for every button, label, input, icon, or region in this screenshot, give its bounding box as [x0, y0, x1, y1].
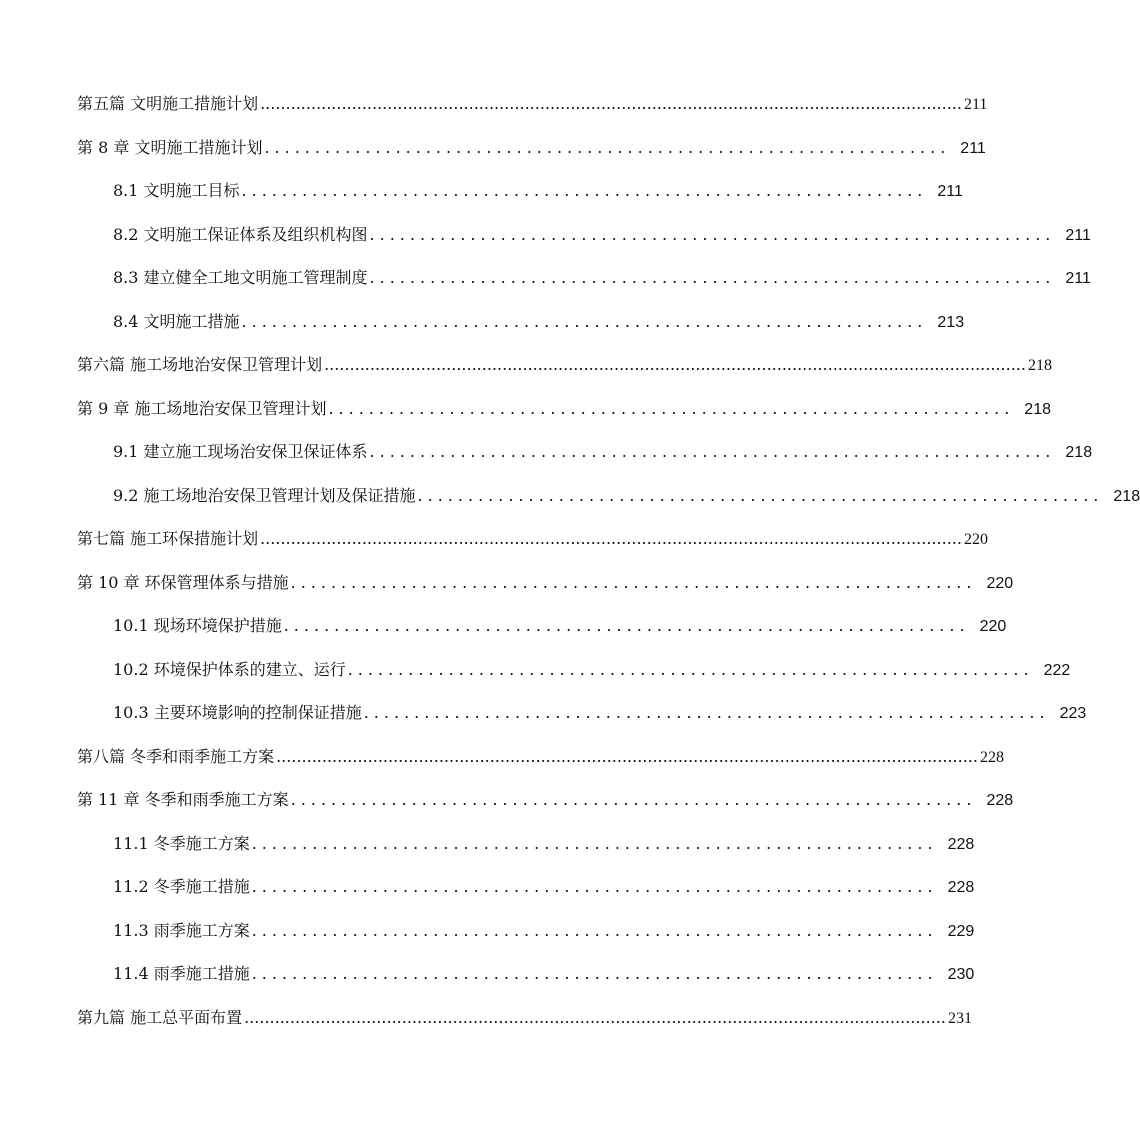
- toc-entry-label: 第八篇 冬季和雨季施工方案: [77, 747, 275, 766]
- dot-leader: ....................................................................: [251, 964, 938, 983]
- dot-leader: ....................................................................: [328, 399, 1015, 418]
- dot-leader: ....................................................................: [241, 181, 928, 200]
- dot-leader: ....................................................................: [369, 442, 1056, 461]
- dot-leader: ....................................................................: [241, 312, 928, 331]
- toc-entry-page: 229: [947, 923, 975, 940]
- toc-entry-label: 第七篇 施工环保措施计划: [77, 529, 259, 548]
- toc-entry-section[interactable]: [113, 225, 1091, 246]
- toc-entry-label: 第九篇 施工总平面布置: [77, 1008, 243, 1027]
- toc-entry-label: 9.1 建立施工现场治安保卫保证体系: [113, 442, 368, 461]
- toc-entry-section[interactable]: [113, 181, 963, 202]
- dot-leader: ....................................................................: [363, 703, 1050, 722]
- toc-entry-page: 220: [963, 531, 988, 548]
- toc-entry-label: 第 9 章 施工场地治安保卫管理计划: [77, 399, 327, 418]
- toc-entry-page: 228: [947, 836, 975, 853]
- toc-entry-page: 211: [963, 96, 988, 113]
- toc-entry-page: 223: [1059, 705, 1087, 722]
- toc-entry-label: 11.4 雨季施工措施: [113, 964, 250, 983]
- dot-leader: ....................................................................: [264, 138, 951, 157]
- dot-leader: ..........................................................................................................................................: [324, 355, 1026, 374]
- dot-leader: ....................................................................: [283, 616, 970, 635]
- dot-leader: ..........................................................................................................................................: [260, 94, 962, 113]
- dot-leader: ....................................................................: [369, 225, 1056, 244]
- toc-entry-page: 228: [947, 879, 975, 896]
- toc-entry-section[interactable]: [113, 312, 965, 333]
- toc-entry-chapter[interactable]: [77, 138, 986, 159]
- toc-entry-chapter[interactable]: [77, 573, 1014, 594]
- toc-entry-page: 218: [1027, 357, 1052, 374]
- toc-entry-page: 211: [960, 140, 986, 157]
- dot-leader: ..........................................................................................................................................: [260, 529, 962, 548]
- dot-leader: ....................................................................: [417, 486, 1104, 505]
- toc-entry-page: 218: [1024, 401, 1051, 418]
- toc-entry-part[interactable]: [77, 355, 1052, 376]
- toc-entry-section[interactable]: [113, 660, 1071, 681]
- dot-leader: ....................................................................: [290, 573, 977, 592]
- dot-leader: ....................................................................: [290, 790, 977, 809]
- dot-leader: ..........................................................................................................................................: [276, 747, 978, 766]
- toc-entry-page: 220: [979, 618, 1007, 635]
- toc-entry-label: 10.2 环境保护体系的建立、运行: [113, 660, 346, 679]
- dot-leader: ....................................................................: [369, 268, 1056, 287]
- toc-entry-page: 228: [986, 792, 1014, 809]
- toc-entry-label: 第 8 章 文明施工措施计划: [77, 138, 263, 157]
- toc-entry-page: 220: [986, 575, 1014, 592]
- toc-entry-section[interactable]: [113, 921, 975, 942]
- toc-entry-label: 8.4 文明施工措施: [113, 312, 240, 331]
- toc-entry-label: 11.3 雨季施工方案: [113, 921, 250, 940]
- toc-entry-label: 10.1 现场环境保护措施: [113, 616, 282, 635]
- toc-entry-page: 218: [1065, 444, 1093, 461]
- toc-entry-chapter[interactable]: [77, 790, 1014, 811]
- dot-leader: ..........................................................................................................................................: [244, 1008, 946, 1027]
- toc-entry-section[interactable]: [113, 616, 1007, 637]
- toc-entry-label: 第六篇 施工场地治安保卫管理计划: [77, 355, 323, 374]
- toc-entry-page: 213: [937, 314, 965, 331]
- toc-entry-label: 第五篇 文明施工措施计划: [77, 94, 259, 113]
- toc-entry-page: 211: [1065, 227, 1091, 244]
- toc-entry-section[interactable]: [113, 703, 1087, 724]
- toc-entry-part[interactable]: [77, 747, 1004, 768]
- toc-entry-page: 230: [947, 966, 975, 983]
- toc-entry-section[interactable]: [113, 877, 975, 898]
- dot-leader: ....................................................................: [251, 834, 938, 853]
- toc-entry-label: 第 10 章 环保管理体系与措施: [77, 573, 289, 592]
- toc-entry-page: 231: [947, 1010, 972, 1027]
- dot-leader: ....................................................................: [251, 921, 938, 940]
- toc-entry-part[interactable]: [77, 94, 988, 115]
- toc-entry-page: 211: [937, 183, 963, 200]
- dot-leader: ....................................................................: [347, 660, 1034, 679]
- toc-entry-page: 222: [1043, 662, 1071, 679]
- toc-entry-label: 9.2 施工场地治安保卫管理计划及保证措施: [113, 486, 416, 505]
- toc-entry-section[interactable]: [113, 268, 1091, 289]
- toc-entry-label: 8.1 文明施工目标: [113, 181, 240, 200]
- toc-entry-chapter[interactable]: [77, 399, 1051, 420]
- toc-entry-label: 8.3 建立健全工地文明施工管理制度: [113, 268, 368, 287]
- toc-entry-page: 218: [1113, 488, 1140, 505]
- dot-leader: ....................................................................: [251, 877, 938, 896]
- toc-entry-section[interactable]: [113, 486, 1140, 507]
- toc-entry-section[interactable]: [113, 442, 1093, 463]
- toc-entry-page: 211: [1065, 270, 1091, 287]
- toc-entry-label: 第 11 章 冬季和雨季施工方案: [77, 790, 289, 809]
- toc-entry-label: 11.2 冬季施工措施: [113, 877, 250, 896]
- toc-entry-part[interactable]: [77, 1008, 972, 1029]
- toc-entry-label: 10.3 主要环境影响的控制保证措施: [113, 703, 362, 722]
- toc-entry-label: 8.2 文明施工保证体系及组织机构图: [113, 225, 368, 244]
- toc-entry-page: 228: [979, 749, 1004, 766]
- toc-entry-section[interactable]: [113, 834, 975, 855]
- toc-entry-part[interactable]: [77, 529, 988, 550]
- toc-entry-label: 11.1 冬季施工方案: [113, 834, 250, 853]
- toc-entry-section[interactable]: [113, 964, 975, 985]
